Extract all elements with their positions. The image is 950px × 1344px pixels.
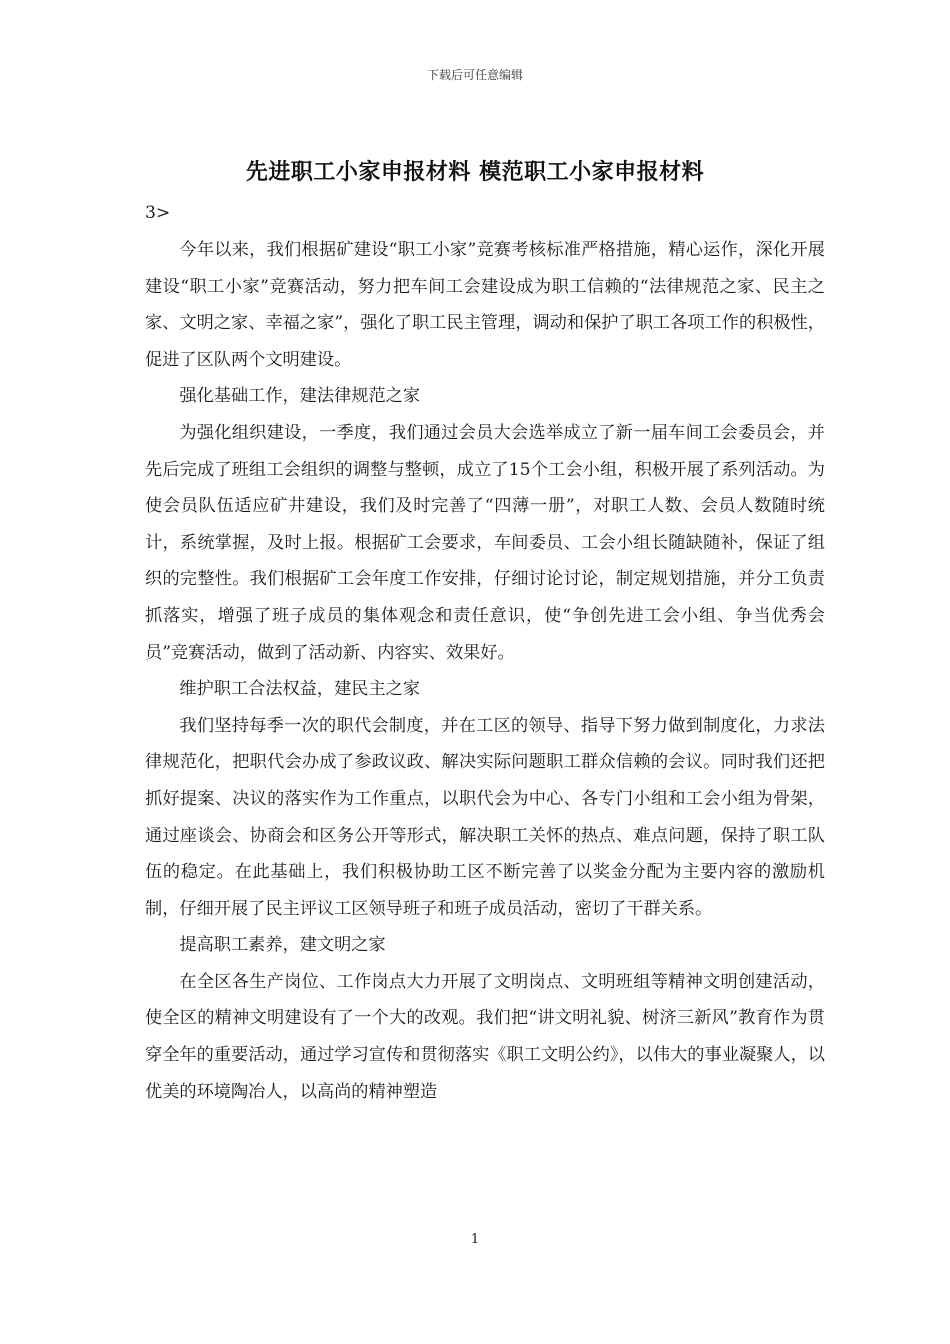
section-heading-civilization: 提高职工素养，建文明之家 [179, 935, 386, 956]
paragraph-intro: 今年以来，我们根据矿建设“职工小家”竞赛考核标准严格措施，精心运作，深化开展建设“职工小家”竞赛活动，努力把车间工会建设成为职工信赖的“法律规范之家、民主之家、文明之家、幸福之家”，强化了职工民主管理，调动和保护了职工各项工作的积极性，促进了区队两个文明建设。 [145, 240, 825, 370]
paragraph-congress: 我们坚持每季一次的职代会制度，并在工区的领导、指导下努力做到制度化，力求法律规范化，把职代会办成了参政议政、解决实际问题职工群众信赖的会议。同时我们还把抓好提案、决议的落实作为工作重点，以职代会为中心、各专门小组和工会小组为骨架，通过座谈会、协商会和区务公开等形式，解决职工关怀的热点、难点问题，保持了职工队伍的稳定。在此基础上，我们积极协助工区不断完善了以奖金分配为主要内容的激励机制，仔细开展了民主评议工区领导班子和班子成员活动，密切了干群关系。 [145, 715, 825, 919]
paragraph-organization: 为强化组织建设，一季度，我们通过会员大会选举成立了新一届车间工会委员会，并先后完成了班组工会组织的调整与整顿，成立了15个工会小组，积极开展了系列活动。为使会员队伍适应矿井建设，我们及时完善了“四薄一册”，对职工人数、会员人数随时统计，系统掌握，及时上报。根据矿工会要求，车间委员、工会小组长随缺随补，保证了组织的完整性。我们根据矿工会年度工作安排，仔细讨论讨论，制定规划措施，并分工负责抓落实，增强了班子成员的集体观念和责任意识，使“争创先进工会小组、争当优秀会员”竞赛活动，做到了活动新、内容实、效果好。 [145, 422, 825, 663]
section-heading-law: 强化基础工作，建法律规范之家 [179, 386, 421, 407]
section-marker: 3> [145, 203, 171, 223]
section-heading-democracy: 维护职工合法权益，建民主之家 [179, 679, 421, 700]
document-title: 先进职工小家申报材料 模范职工小家申报材料 [245, 160, 705, 185]
paragraph-civilization: 在全区各生产岗位、工作岗点大力开展了文明岗点、文明班组等精神文明创建活动，使全区的精神文明建设有了一个大的改观。我们把“讲文明礼貌、树济三新风”教育作为贯穿全年的重要活动，通过学习宣传和贯彻落实《职工文明公约》，以伟大的事业凝聚人，以优美的环境陶冶人，以高尚的精神塑造 [145, 971, 825, 1102]
header-note: 下载后可任意编辑 [426, 68, 523, 82]
page-number: 1 [470, 1232, 480, 1247]
document-body [145, 198, 825, 1110]
